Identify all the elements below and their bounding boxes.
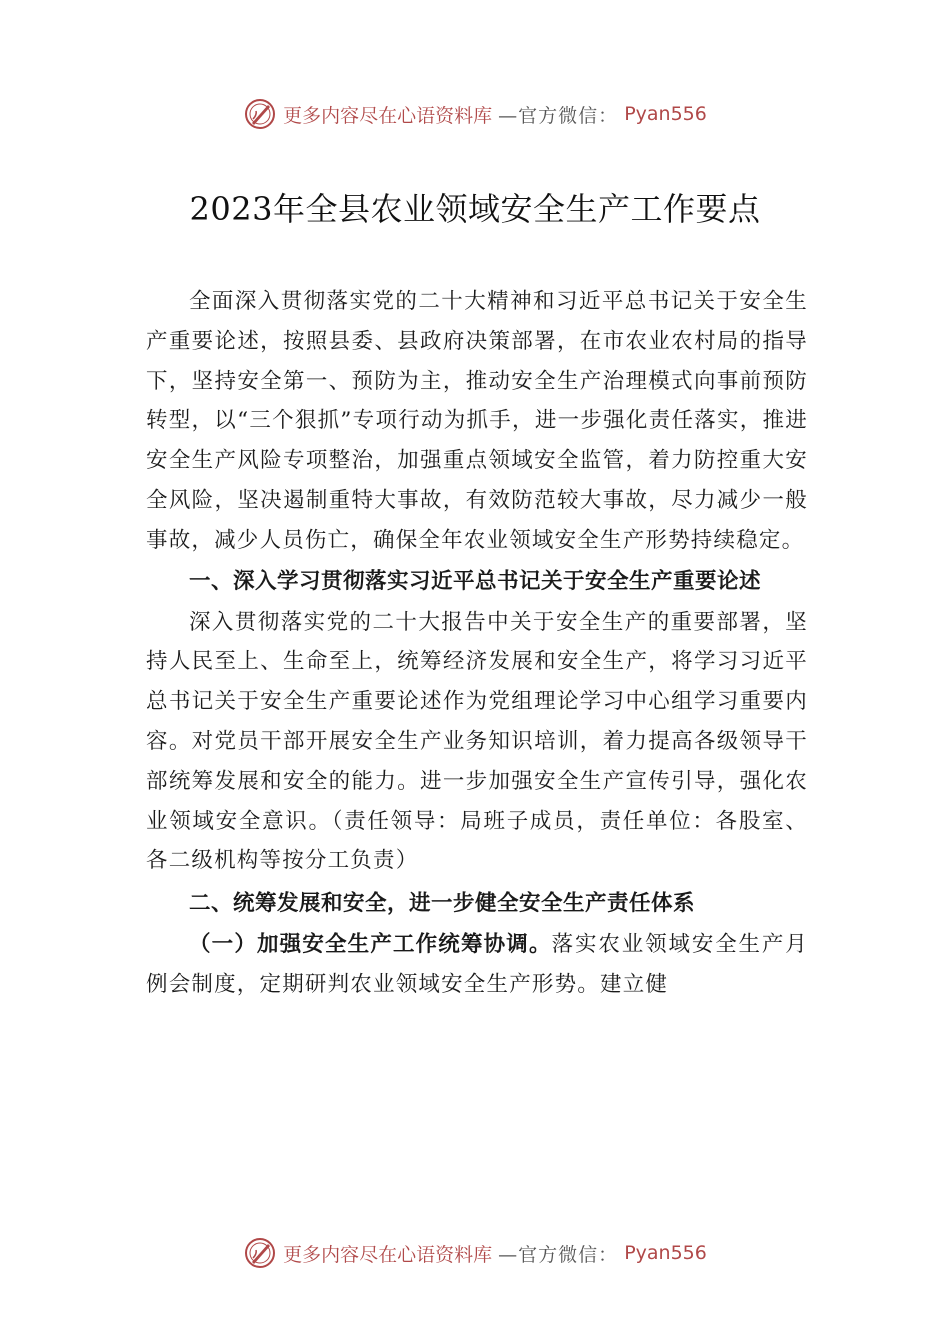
section-2-sub-1-heading: （一）加强安全生产工作统筹协调。 — [189, 932, 552, 958]
header-banner — [0, 92, 950, 136]
footer-banner — [0, 1231, 950, 1275]
banner-wechat-id: Pyan556 — [624, 103, 707, 125]
section-2-sub-1-paragraph — [146, 925, 808, 1005]
banner-official-text: —官方微信： — [498, 104, 619, 127]
document-body — [146, 282, 808, 1005]
section-2-sub-1-body: 落实农业领域安全生产月例会制度，定期研判农业领域安全生产形势。建立健 — [146, 932, 808, 997]
banner-official-text: —官方微信： — [498, 1243, 619, 1266]
banner-brand-text: 更多内容尽在心语资料库 — [283, 1243, 493, 1266]
section-1-heading: 一、深入学习贯彻落实习近平总书记关于安全生产重要论述 — [189, 568, 762, 594]
quill-seal-icon — [243, 1236, 277, 1270]
section-2-heading: 二、统筹发展和安全，进一步健全安全生产责任体系 — [189, 891, 696, 917]
section-1-paragraph: 深入贯彻落实党的二十大报告中关于安全生产的重要部署，坚持人民至上、生命至上，统筹经济发展和安全生产，将学习习近平总书记关于安全生产重要论述作为党组理论学习中心组学习重要内容。对党员干部开展安全生产业务知识培训，着力提高各级领导干部统筹发展和安全的能力。进一步加强安全生产宣传引导，强化农业领域安全意识。（责任领导：局班子成员，责任单位：各股室、各二级机构等按分工负责） — [146, 609, 808, 874]
banner-wechat-id: Pyan556 — [624, 1242, 707, 1264]
quill-seal-icon — [243, 97, 277, 131]
banner-brand-text: 更多内容尽在心语资料库 — [283, 104, 493, 127]
document-title: 2023年全县农业领域安全生产工作要点 — [189, 190, 761, 228]
intro-paragraph: 全面深入贯彻落实党的二十大精神和习近平总书记关于安全生产重要论述，按照县委、县政府决策部署，在市农业农村局的指导下，坚持安全第一、预防为主，推动安全生产治理模式向事前预防转型，以“三个狠抓”专项行动为抓手，进一步强化责任落实，推进安全生产风险专项整治，加强重点领域安全监管，着力防控重大安全风险，坚决遏制重特大事故，有效防范较大事故，尽力减少一般事故，减少人员伤亡，确保全年农业领域安全生产形势持续稳定。 — [146, 289, 808, 553]
